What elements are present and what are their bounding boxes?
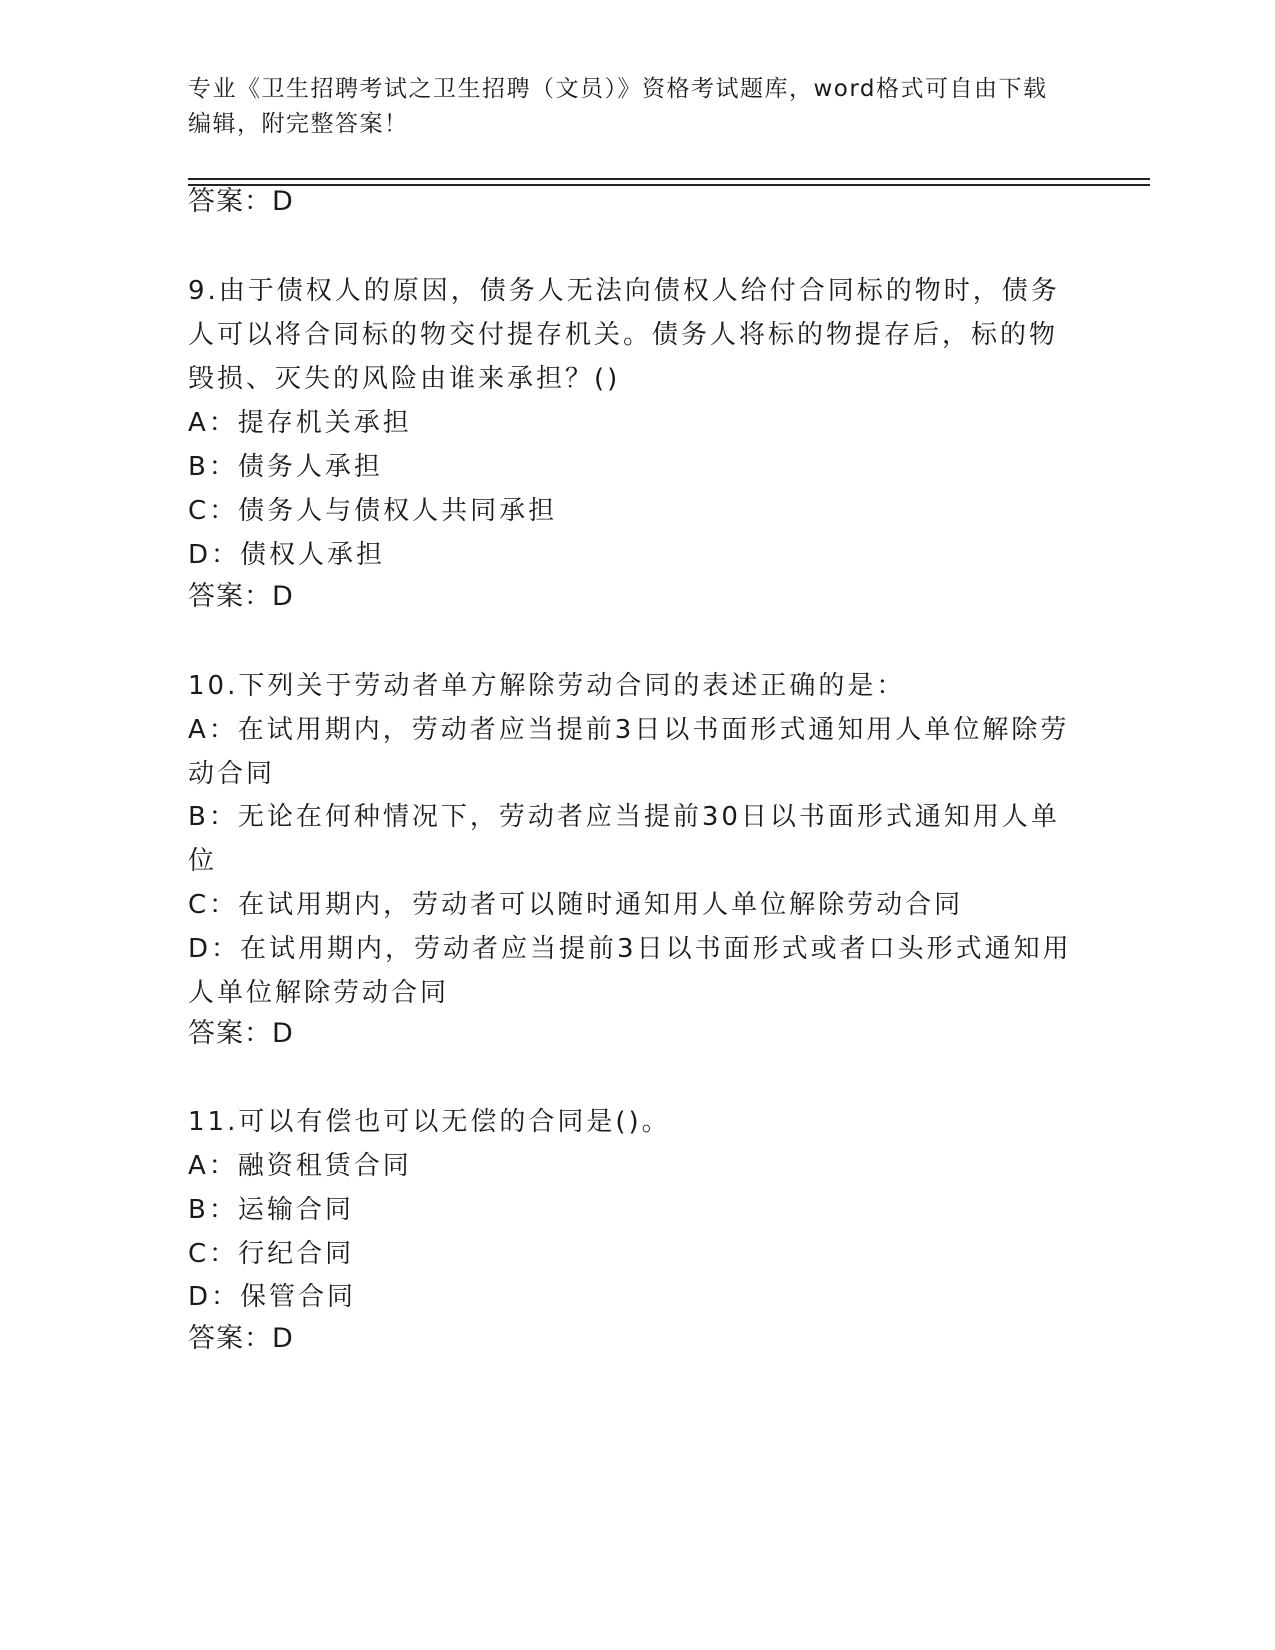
question-11-option-c: C：行纪合同 <box>188 1239 355 1269</box>
question-10-option-d-line-2: 人单位解除劳动合同 <box>188 978 450 1008</box>
header-divider-top <box>188 178 1150 180</box>
header-line-1: 专业《卫生招聘考试之卫生招聘（文员）》资格考试题库，word格式可自由下载 <box>188 76 1048 102</box>
question-9-stem-line-2: 人可以将合同标的物交付提存机关。债务人将标的物提存后，标的物 <box>188 320 1059 350</box>
question-9-stem-line-1: 9.由于债权人的原因，债务人无法向债权人给付合同标的物时，债务 <box>188 276 1060 306</box>
question-9-option-b: B：债务人承担 <box>188 452 383 482</box>
question-10-option-b-line-1: B：无论在何种情况下，劳动者应当提前30日以书面形式通知用人单 <box>188 802 1060 832</box>
question-10-option-b-line-2: 位 <box>188 846 218 876</box>
question-9-option-a: A：提存机关承担 <box>188 408 412 438</box>
document-header <box>188 72 1088 142</box>
question-11-stem: 11.可以有偿也可以无偿的合同是()。 <box>188 1107 671 1137</box>
question-9-answer: 答案：D <box>188 581 294 612</box>
question-10-option-a-line-2: 动合同 <box>188 759 276 789</box>
question-9-stem-line-3: 毁损、灭失的风险由谁来承担？() <box>188 364 621 394</box>
header-divider-bottom <box>188 184 1150 186</box>
question-11-option-d: D：保管合同 <box>188 1282 357 1312</box>
question-10-stem: 10.下列关于劳动者单方解除劳动合同的表述正确的是： <box>188 671 906 701</box>
question-11-answer: 答案：D <box>188 1323 294 1354</box>
question-11-option-b: B：运输合同 <box>188 1195 354 1225</box>
question-10-answer: 答案：D <box>188 1018 294 1049</box>
question-9-option-d: D：债权人承担 <box>188 540 386 570</box>
question-10-option-c: C：在试用期内，劳动者可以随时通知用人单位解除劳动合同 <box>188 890 964 920</box>
question-10-option-d-line-1: D：在试用期内，劳动者应当提前3日以书面形式或者口头形式通知用 <box>188 934 1072 964</box>
question-9-option-c: C：债务人与债权人共同承担 <box>188 496 558 526</box>
header-line-2: 编辑，附完整答案！ <box>188 111 409 137</box>
previous-answer: 答案：D <box>188 186 294 217</box>
question-10-option-a-line-1: A：在试用期内，劳动者应当提前3日以书面形式通知用人单位解除劳 <box>188 715 1070 745</box>
question-11-option-a: A：融资租赁合同 <box>188 1151 412 1181</box>
